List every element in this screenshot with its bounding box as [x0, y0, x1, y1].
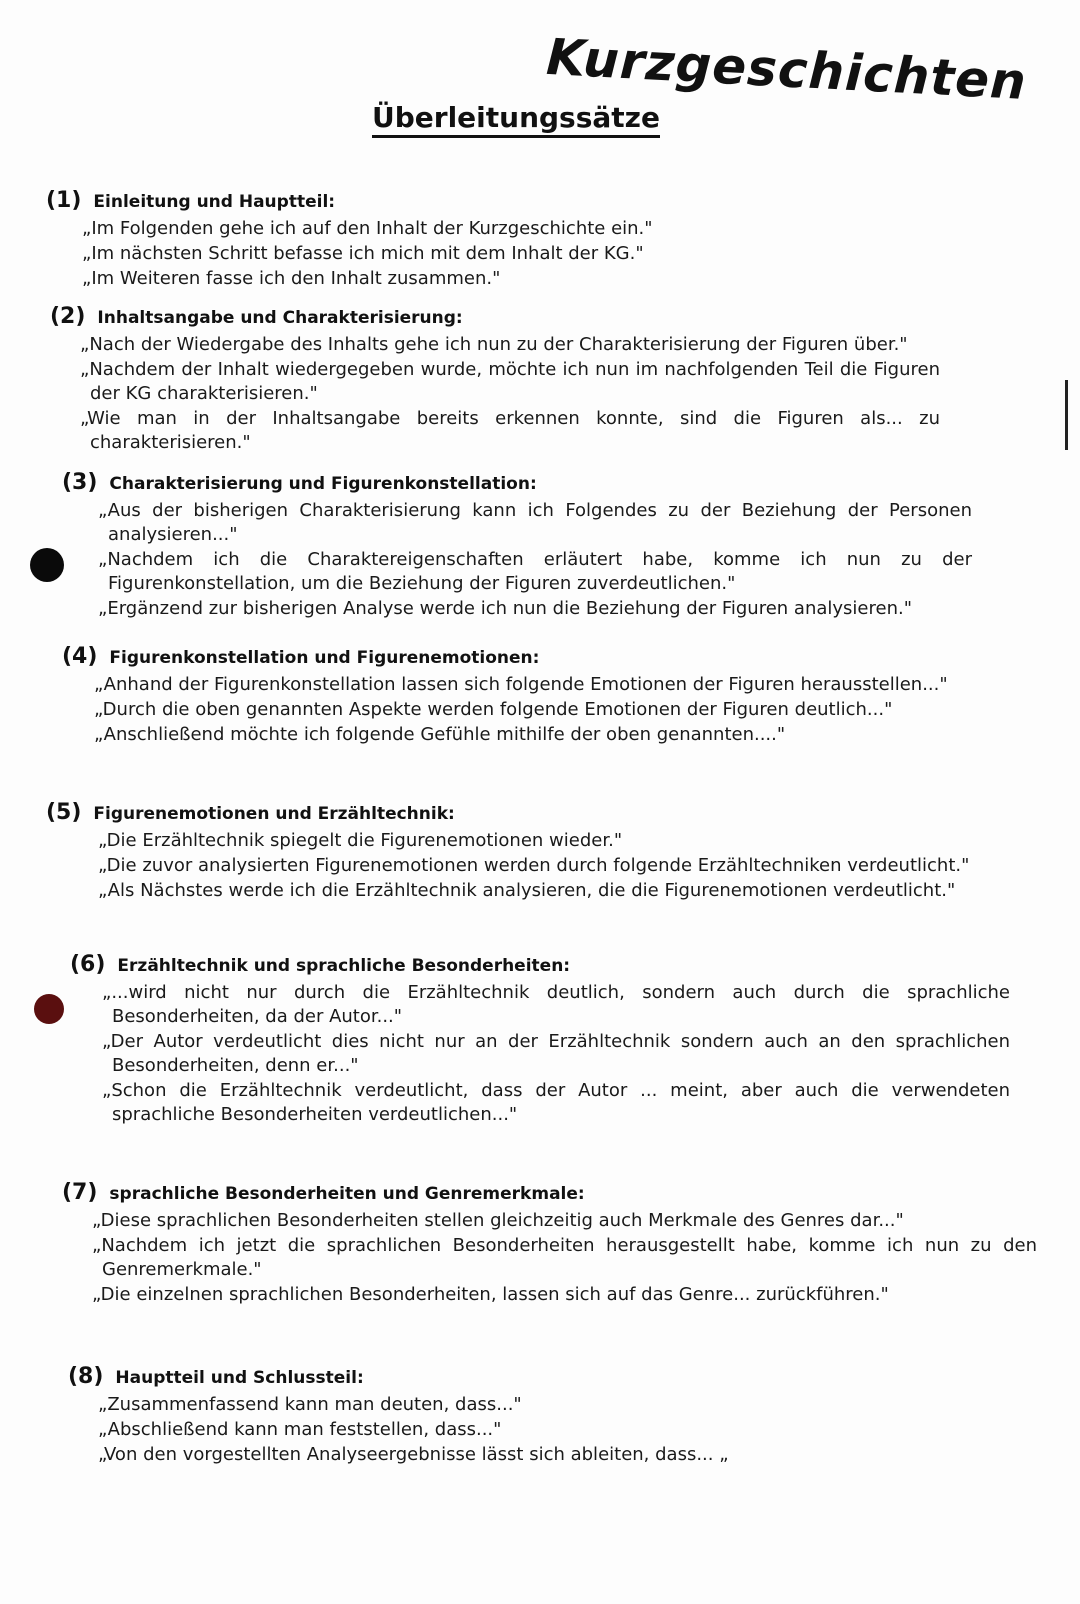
section-number: (8) — [68, 1364, 104, 1389]
section-2 — [50, 304, 940, 456]
section-3 — [62, 470, 972, 622]
section-1 — [46, 188, 696, 292]
handwritten-title: Kurzgeschichten — [544, 28, 1029, 112]
section-number: (1) — [46, 188, 82, 213]
transition-sentence: „Nachdem ich jetzt die sprachlichen Besonderheiten herausgestellt habe, komme ich nun zu den Genremerkmale." — [92, 1235, 1037, 1280]
section-number: (3) — [62, 470, 98, 495]
transition-sentence: „Die einzelnen sprachlichen Besonderheiten, lassen sich auf das Genre... zurückführen." — [92, 1284, 889, 1305]
transition-sentence: „Nach der Wiedergabe des Inhalts gehe ich nun zu der Charakterisierung der Figuren über." — [80, 334, 908, 355]
section-number: (5) — [46, 800, 82, 825]
section-4 — [62, 644, 957, 748]
page-subtitle: Überleitungssätze — [372, 102, 660, 138]
section-5 — [46, 800, 986, 904]
page-edge-mark — [1065, 380, 1068, 450]
transition-sentence: „Anschließend möchte ich folgende Gefühle mithilfe der oben genannten...." — [94, 724, 786, 745]
transition-sentence: „Als Nächstes werde ich die Erzähltechnik analysieren, die die Figurenemotionen verdeutlicht." — [98, 880, 956, 901]
section-title: Charakterisierung und Figurenkonstellation: — [109, 474, 537, 494]
transition-sentence: „Die Erzähltechnik spiegelt die Figurenemotionen wieder." — [98, 830, 623, 851]
transition-sentence: „Nachdem ich die Charaktereigenschaften erläutert habe, komme ich nun zu der Figurenkonstellation, um die Beziehung der Figuren zuverdeutlichen." — [98, 549, 972, 594]
section-number: (2) — [50, 304, 86, 329]
section-title: sprachliche Besonderheiten und Genremerkmale: — [109, 1184, 585, 1204]
section-title: Hauptteil und Schlussteil: — [115, 1368, 364, 1388]
transition-sentence: „Durch die oben genannten Aspekte werden folgende Emotionen der Figuren deutlich..." — [94, 699, 893, 720]
transition-sentence: „Im Folgenden gehe ich auf den Inhalt der Kurzgeschichte ein." — [82, 218, 653, 239]
transition-sentence: „Schon die Erzähltechnik verdeutlicht, dass der Autor ... meint, aber auch die verwendeten sprachliche Besonderheiten verdeutlichen..." — [102, 1080, 1010, 1125]
section-6 — [70, 952, 1010, 1128]
transition-sentence: „Im Weiteren fasse ich den Inhalt zusammen." — [82, 268, 501, 289]
section-8 — [68, 1364, 828, 1468]
transition-sentence: „Ergänzend zur bisherigen Analyse werde ich nun die Beziehung der Figuren analysieren." — [98, 598, 912, 619]
section-title: Inhaltsangabe und Charakterisierung: — [97, 308, 463, 328]
red-dot-marker — [34, 994, 64, 1024]
transition-sentence: „Aus der bisherigen Charakterisierung kann ich Folgendes zu der Beziehung der Personen analysieren..." — [98, 500, 972, 545]
section-title: Erzähltechnik und sprachliche Besonderheiten: — [117, 956, 571, 976]
section-title: Figurenkonstellation und Figurenemotionen: — [109, 648, 540, 668]
transition-sentence: „Von den vorgestellten Analyseergebnisse lässt sich ableiten, dass... „ — [98, 1444, 729, 1465]
section-title: Einleitung und Hauptteil: — [93, 192, 336, 212]
section-number: (6) — [70, 952, 106, 977]
transition-sentence: „Diese sprachlichen Besonderheiten stellen gleichzeitig auch Merkmale des Genres dar..." — [92, 1210, 904, 1231]
transition-sentence: „Im nächsten Schritt befasse ich mich mit dem Inhalt der KG." — [82, 243, 644, 264]
black-dot-marker — [30, 548, 64, 582]
transition-sentence: „...wird nicht nur durch die Erzähltechnik deutlich, sondern auch durch die sprachliche Besonderheiten, da der Autor..." — [102, 982, 1010, 1027]
transition-sentence: „Anhand der Figurenkonstellation lassen sich folgende Emotionen der Figuren herausstellen..." — [94, 674, 948, 695]
transition-sentence: „Wie man in der Inhaltsangabe bereits erkennen konnte, sind die Figuren als... zu charakterisieren." — [80, 408, 940, 453]
section-number: (7) — [62, 1180, 98, 1205]
section-title: Figurenemotionen und Erzähltechnik: — [93, 804, 455, 824]
section-number: (4) — [62, 644, 98, 669]
transition-sentence: „Der Autor verdeutlicht dies nicht nur an der Erzähltechnik sondern auch an den sprachlichen Besonderheiten, denn er..." — [102, 1031, 1010, 1076]
transition-sentence: „Zusammenfassend kann man deuten, dass..." — [98, 1394, 522, 1415]
transition-sentence: „Abschließend kann man feststellen, dass..." — [98, 1419, 502, 1440]
transition-sentence: „Nachdem der Inhalt wiedergegeben wurde, möchte ich nun im nachfolgenden Teil die Figuren der KG charakterisieren." — [80, 359, 940, 404]
transition-sentence: „Die zuvor analysierten Figurenemotionen werden durch folgende Erzähltechniken verdeutlicht." — [98, 855, 970, 876]
section-7 — [62, 1180, 1037, 1308]
